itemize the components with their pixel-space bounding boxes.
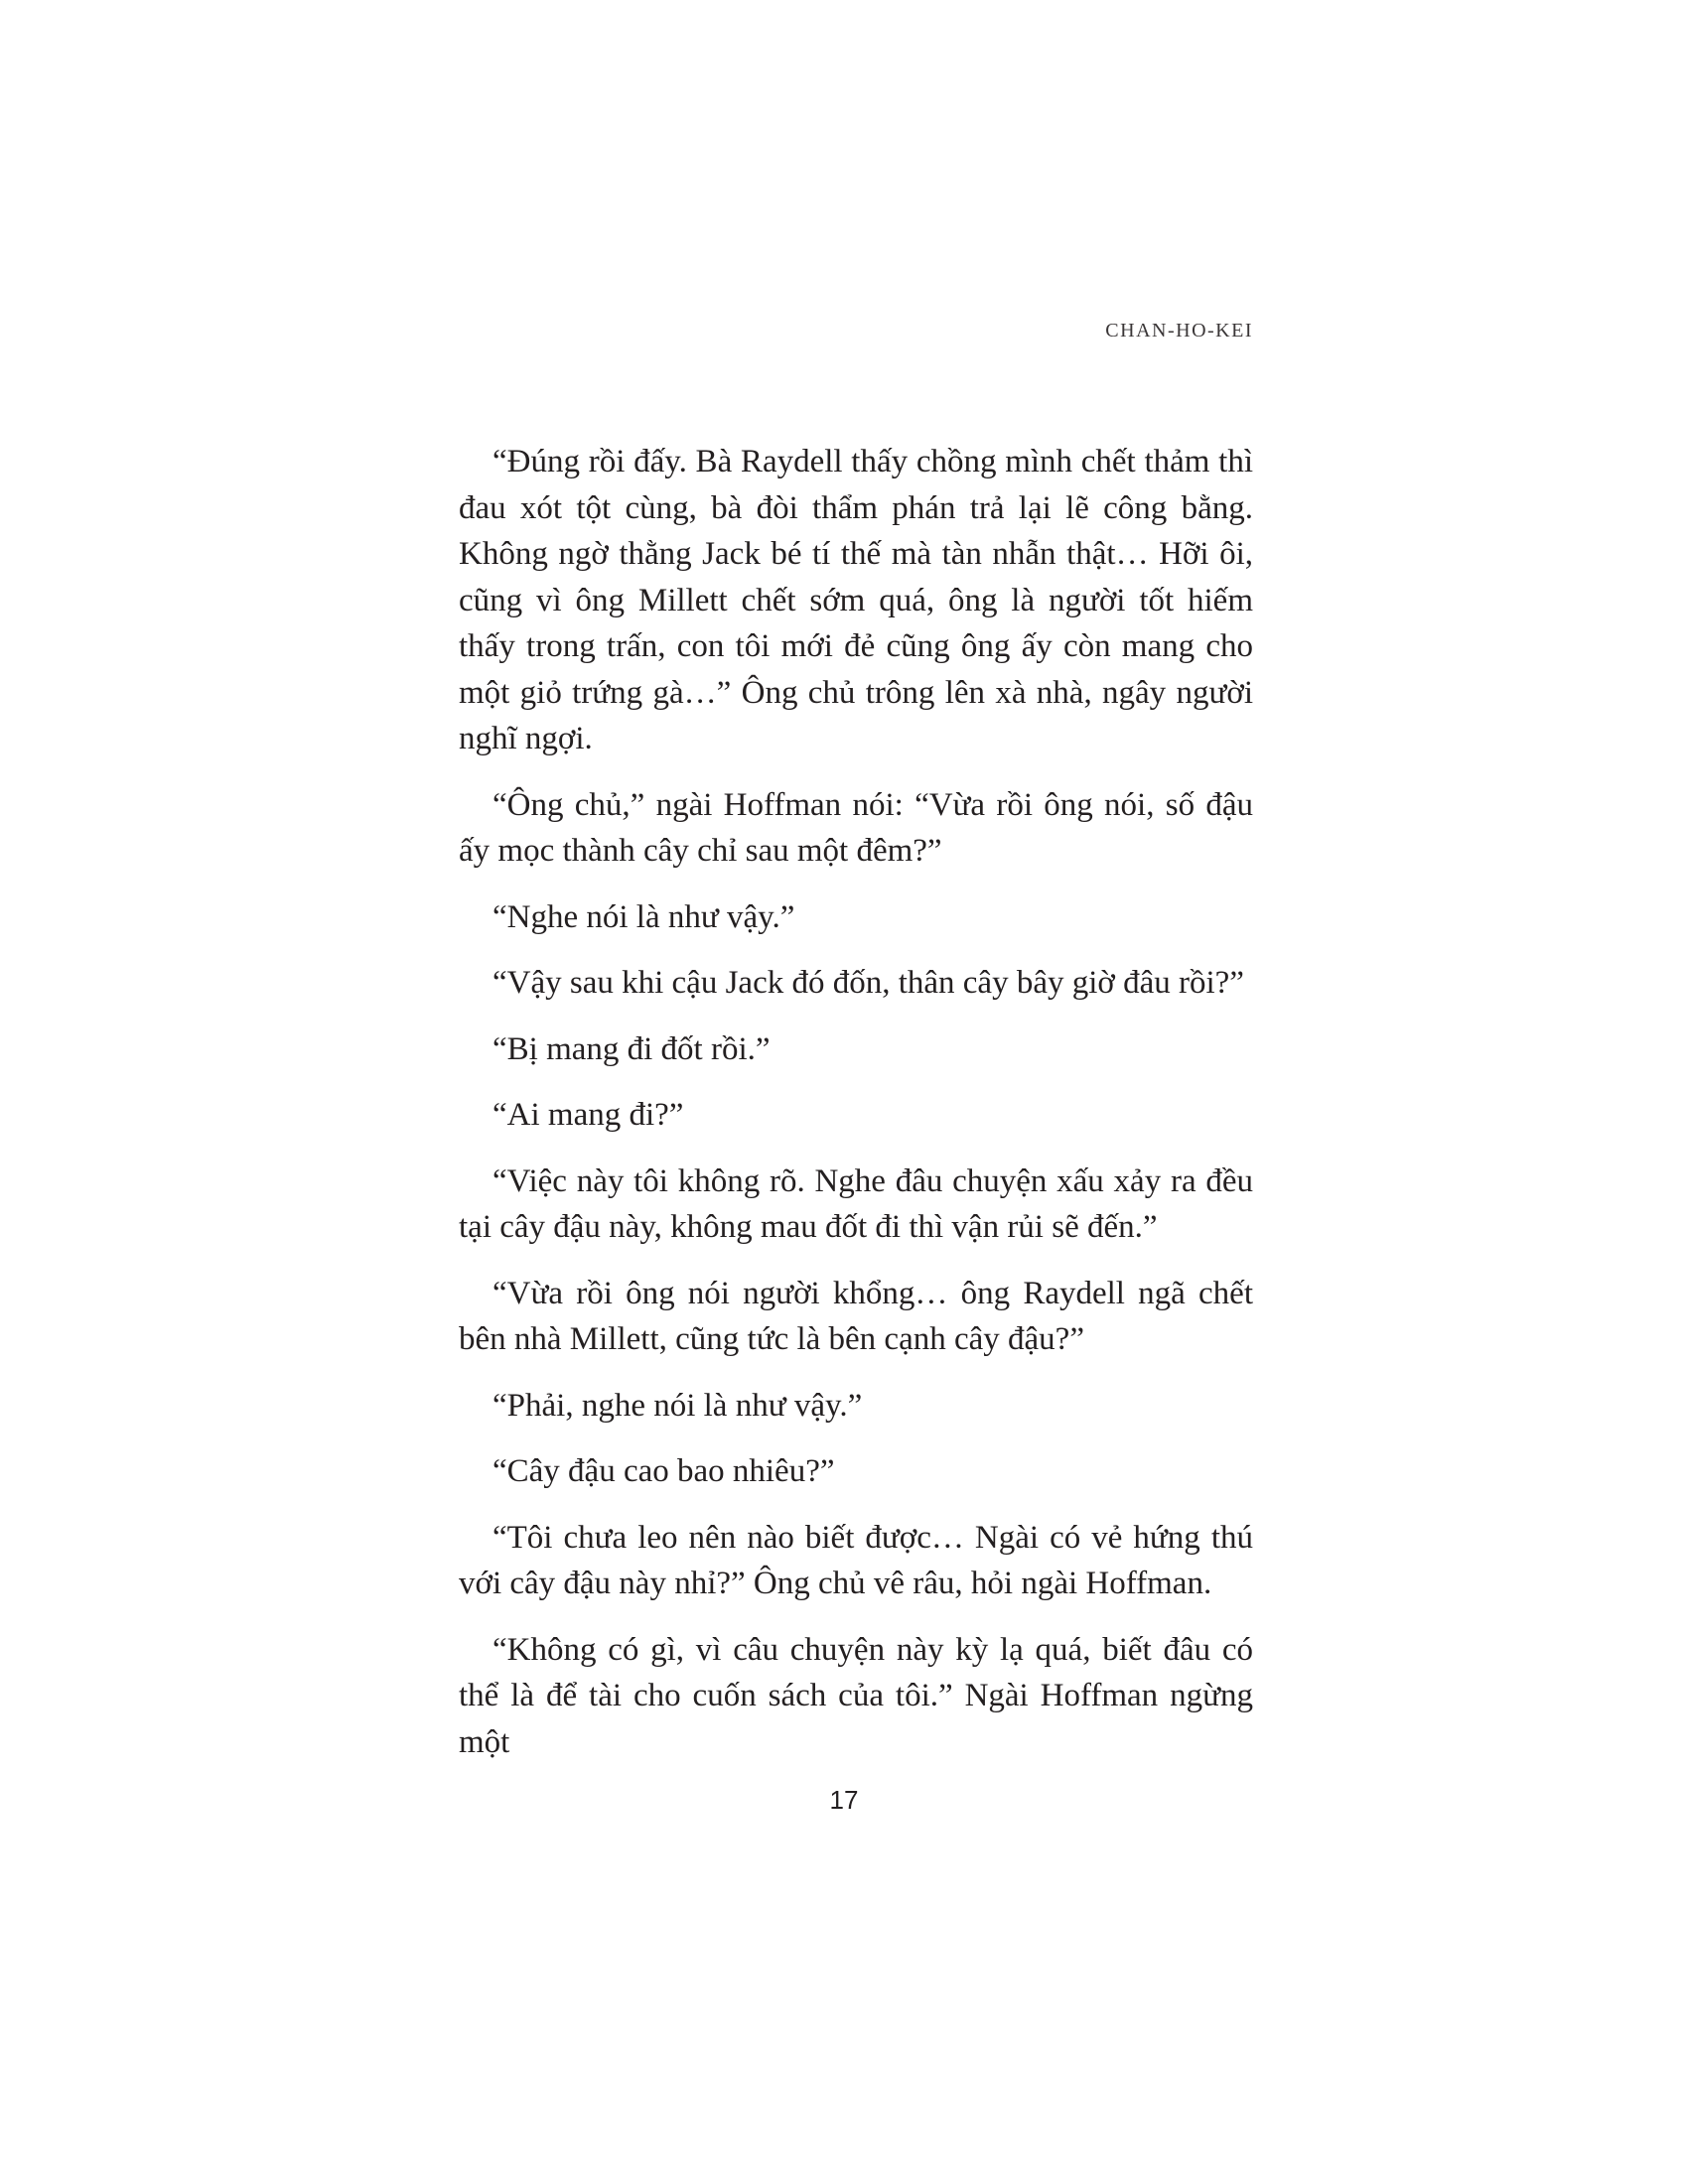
paragraph: “Vậy sau khi cậu Jack đó đốn, thân cây bây giờ đâu rồi?” [492,965,1244,1001]
paragraph: “Việc này tôi không rõ. Nghe đâu chuyện xấu xảy ra đều tại cây đậu này, không mau đốt đi thì vận rủi sẽ đến.” [459,1162,1253,1245]
body-text [459,439,1253,1765]
paragraph: “Ông chủ,” ngài Hoffman nói: “Vừa rồi ông nói, số đậu ấy mọc thành cây chỉ sau một đêm?” [459,786,1253,869]
paragraph: “Đúng rồi đấy. Bà Raydell thấy chồng mình chết thảm thì đau xót tột cùng, bà đòi thẩm phán trả lại lẽ công bằng. Không ngờ thằng Jack bé tí thế mà tàn nhẫn thật… Hỡi ôi, cũng vì ông Millett chết sớm quá, ông là người tốt hiếm thấy trong trấn, con tôi mới đẻ cũng ông ấy còn mang cho một giỏ trứng gà…” Ông chủ trông lên xà nhà, ngây người nghĩ ngợi. [459,444,1253,756]
paragraph: “Nghe nói là như vậy.” [492,898,795,935]
paragraph: “Tôi chưa leo nên nào biết được… Ngài có vẻ hứng thú với cây đậu này nhỉ?” Ông chủ vê râu, hỏi ngài Hoffman. [459,1519,1253,1601]
paragraph: “Ai mang đi?” [492,1097,684,1133]
paragraph: “Cây đậu cao bao nhiêu?” [492,1453,835,1489]
paragraph: “Vừa rồi ông nói người khổng… ông Raydell ngã chết bên nhà Millett, cũng tức là bên cạnh cây đậu?” [459,1275,1253,1357]
page-number: 17 [829,1785,859,1815]
paragraph: “Bị mang đi đốt rồi.” [492,1030,771,1067]
running-header: CHAN-HO-KEI [1105,320,1253,341]
paragraph: “Phải, nghe nói là như vậy.” [492,1387,863,1424]
paragraph: “Không có gì, vì câu chuyện này kỳ lạ quá, biết đâu có thể là để tài cho cuốn sách của tôi.” Ngài Hoffman ngừng một [459,1631,1253,1760]
